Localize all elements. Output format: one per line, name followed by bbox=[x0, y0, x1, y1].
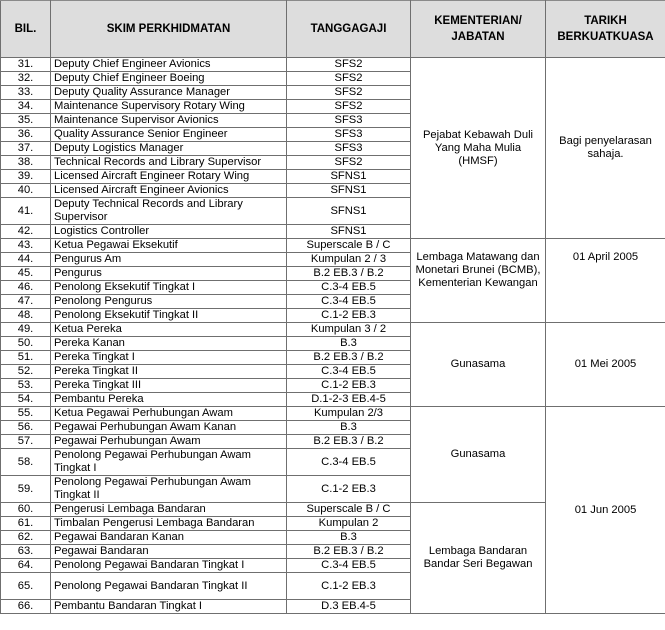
row-number: 37. bbox=[1, 142, 51, 156]
scheme-name: Logistics Controller bbox=[51, 225, 287, 239]
header-bil: BIL. bbox=[1, 1, 51, 58]
scheme-name: Penolong Pegawai Bandaran Tingkat I bbox=[51, 559, 287, 573]
scheme-name: Penolong Pegawai Perhubungan Awam Tingkat II bbox=[51, 476, 287, 503]
salary-scale: B.2 EB.3 / B.2 bbox=[287, 545, 411, 559]
scheme-name: Pegawai Bandaran bbox=[51, 545, 287, 559]
row-number: 43. bbox=[1, 239, 51, 253]
scheme-name: Penolong Pegawai Perhubungan Awam Tingkat I bbox=[51, 449, 287, 476]
scheme-name: Pereka Tingkat I bbox=[51, 351, 287, 365]
header-kementerian: KEMENTERIAN/ JABATAN bbox=[411, 1, 546, 58]
row-number: 62. bbox=[1, 531, 51, 545]
row-number: 51. bbox=[1, 351, 51, 365]
row-number: 64. bbox=[1, 559, 51, 573]
scheme-name: Pereka Tingkat III bbox=[51, 379, 287, 393]
scheme-name: Pegawai Bandaran Kanan bbox=[51, 531, 287, 545]
salary-scale: B.2 EB.3 / B.2 bbox=[287, 351, 411, 365]
salary-scale: SFS3 bbox=[287, 128, 411, 142]
table-row bbox=[1, 407, 665, 421]
salary-scale: B.2 EB.3 / B.2 bbox=[287, 435, 411, 449]
salary-scale: C.3-4 EB.5 bbox=[287, 449, 411, 476]
salary-scale: SFS2 bbox=[287, 156, 411, 170]
row-number: 49. bbox=[1, 323, 51, 337]
row-number: 48. bbox=[1, 309, 51, 323]
scheme-name: Penolong Eksekutif Tingkat II bbox=[51, 309, 287, 323]
salary-scale: C.1-2 EB.3 bbox=[287, 379, 411, 393]
row-number: 44. bbox=[1, 253, 51, 267]
scheme-name: Technical Records and Library Supervisor bbox=[51, 156, 287, 170]
header-skim: SKIM PERKHIDMATAN bbox=[51, 1, 287, 58]
scheme-name: Deputy Chief Engineer Avionics bbox=[51, 58, 287, 72]
row-number: 35. bbox=[1, 114, 51, 128]
salary-scale: SFS2 bbox=[287, 58, 411, 72]
salary-scale: SFS2 bbox=[287, 72, 411, 86]
header-tarikh: TARIKH BERKUATKUASA bbox=[546, 1, 665, 58]
salary-scale: Kumpulan 2 bbox=[287, 517, 411, 531]
salary-scale: Kumpulan 2/3 bbox=[287, 407, 411, 421]
scheme-name: Ketua Pereka bbox=[51, 323, 287, 337]
scheme-name: Pengurus bbox=[51, 267, 287, 281]
scheme-name: Pembantu Bandaran Tingkat I bbox=[51, 600, 287, 614]
salary-scale: SFNS1 bbox=[287, 170, 411, 184]
row-number: 32. bbox=[1, 72, 51, 86]
salary-scale: D.1-2-3 EB.4-5 bbox=[287, 393, 411, 407]
row-number: 47. bbox=[1, 295, 51, 309]
scheme-name: Pereka Tingkat II bbox=[51, 365, 287, 379]
row-number: 39. bbox=[1, 170, 51, 184]
salary-scale: Superscale B / C bbox=[287, 239, 411, 253]
table-row bbox=[1, 58, 665, 72]
row-number: 36. bbox=[1, 128, 51, 142]
salary-scale: C.1-2 EB.3 bbox=[287, 476, 411, 503]
scheme-name: Deputy Technical Records and Library Supervisor bbox=[51, 198, 287, 225]
ministry-bandaran: Lembaga Bandaran Bandar Seri Begawan bbox=[411, 503, 546, 614]
row-number: 61. bbox=[1, 517, 51, 531]
ministry-hmsf: Pejabat Kebawah Duli Yang Maha Mulia (HMSF) bbox=[411, 58, 546, 239]
scheme-name: Maintenance Supervisory Rotary Wing bbox=[51, 100, 287, 114]
row-number: 40. bbox=[1, 184, 51, 198]
row-number: 66. bbox=[1, 600, 51, 614]
scheme-name: Penolong Eksekutif Tingkat I bbox=[51, 281, 287, 295]
scheme-name: Pembantu Pereka bbox=[51, 393, 287, 407]
row-number: 59. bbox=[1, 476, 51, 503]
ministry-gunasama-2: Gunasama bbox=[411, 407, 546, 503]
scheme-name: Licensed Aircraft Engineer Rotary Wing bbox=[51, 170, 287, 184]
scheme-name: Deputy Chief Engineer Boeing bbox=[51, 72, 287, 86]
salary-scale: C.1-2 EB.3 bbox=[287, 573, 411, 600]
scheme-name: Maintenance Supervisor Avionics bbox=[51, 114, 287, 128]
row-number: 34. bbox=[1, 100, 51, 114]
effective-date-mei: 01 Mei 2005 bbox=[546, 323, 665, 407]
scheme-name: Ketua Pegawai Perhubungan Awam bbox=[51, 407, 287, 421]
scheme-name: Pengerusi Lembaga Bandaran bbox=[51, 503, 287, 517]
scheme-name: Pengurus Am bbox=[51, 253, 287, 267]
salary-scale: Kumpulan 3 / 2 bbox=[287, 323, 411, 337]
salary-scale: SFNS1 bbox=[287, 198, 411, 225]
salary-scale: B.3 bbox=[287, 337, 411, 351]
scheme-name: Licensed Aircraft Engineer Avionics bbox=[51, 184, 287, 198]
row-number: 63. bbox=[1, 545, 51, 559]
header-tanggagaji: TANGGAGAJI bbox=[287, 1, 411, 58]
row-number: 50. bbox=[1, 337, 51, 351]
row-number: 58. bbox=[1, 449, 51, 476]
salary-scale: D.3 EB.4-5 bbox=[287, 600, 411, 614]
scheme-name: Pegawai Perhubungan Awam Kanan bbox=[51, 421, 287, 435]
salary-scale: C.3-4 EB.5 bbox=[287, 559, 411, 573]
row-number: 41. bbox=[1, 198, 51, 225]
scheme-name: Penolong Pegawai Bandaran Tingkat II bbox=[51, 573, 287, 600]
row-number: 33. bbox=[1, 86, 51, 100]
table-header-row bbox=[1, 1, 665, 58]
row-number: 46. bbox=[1, 281, 51, 295]
scheme-name: Deputy Logistics Manager bbox=[51, 142, 287, 156]
salary-scale: SFNS1 bbox=[287, 184, 411, 198]
table-row bbox=[1, 323, 665, 337]
row-number: 54. bbox=[1, 393, 51, 407]
salary-scale: Kumpulan 2 / 3 bbox=[287, 253, 411, 267]
scheme-name: Quality Assurance Senior Engineer bbox=[51, 128, 287, 142]
salary-scale: C.3-4 EB.5 bbox=[287, 295, 411, 309]
row-number: 31. bbox=[1, 58, 51, 72]
scheme-name: Pegawai Perhubungan Awam bbox=[51, 435, 287, 449]
salary-scale: C.3-4 EB.5 bbox=[287, 365, 411, 379]
salary-scale: B.3 bbox=[287, 421, 411, 435]
salary-scale: C.1-2 EB.3 bbox=[287, 309, 411, 323]
salary-scale: C.3-4 EB.5 bbox=[287, 281, 411, 295]
row-number: 60. bbox=[1, 503, 51, 517]
table-row bbox=[1, 239, 665, 253]
salary-scale: SFS2 bbox=[287, 100, 411, 114]
row-number: 56. bbox=[1, 421, 51, 435]
row-number: 57. bbox=[1, 435, 51, 449]
scheme-name: Deputy Quality Assurance Manager bbox=[51, 86, 287, 100]
row-number: 65. bbox=[1, 573, 51, 600]
salary-scale: B.3 bbox=[287, 531, 411, 545]
salary-scale: B.2 EB.3 / B.2 bbox=[287, 267, 411, 281]
effective-date-coordination: Bagi penyelarasan sahaja. bbox=[546, 58, 665, 239]
scheme-name: Penolong Pengurus bbox=[51, 295, 287, 309]
effective-date-april: 01 April 2005 bbox=[546, 239, 665, 323]
row-number: 52. bbox=[1, 365, 51, 379]
effective-date-jun: 01 Jun 2005 bbox=[546, 407, 665, 614]
scheme-name: Ketua Pegawai Eksekutif bbox=[51, 239, 287, 253]
row-number: 45. bbox=[1, 267, 51, 281]
row-number: 42. bbox=[1, 225, 51, 239]
salary-scale: SFS3 bbox=[287, 114, 411, 128]
row-number: 53. bbox=[1, 379, 51, 393]
row-number: 55. bbox=[1, 407, 51, 421]
ministry-bcmb: Lembaga Matawang dan Monetari Brunei (BCMB), Kementerian Kewangan bbox=[411, 239, 546, 323]
salary-scale: SFS2 bbox=[287, 86, 411, 100]
scheme-name: Timbalan Pengerusi Lembaga Bandaran bbox=[51, 517, 287, 531]
salary-scale: Superscale B / C bbox=[287, 503, 411, 517]
salary-scale: SFNS1 bbox=[287, 225, 411, 239]
row-number: 38. bbox=[1, 156, 51, 170]
salary-scale: SFS3 bbox=[287, 142, 411, 156]
scheme-name: Pereka Kanan bbox=[51, 337, 287, 351]
ministry-gunasama-1: Gunasama bbox=[411, 323, 546, 407]
